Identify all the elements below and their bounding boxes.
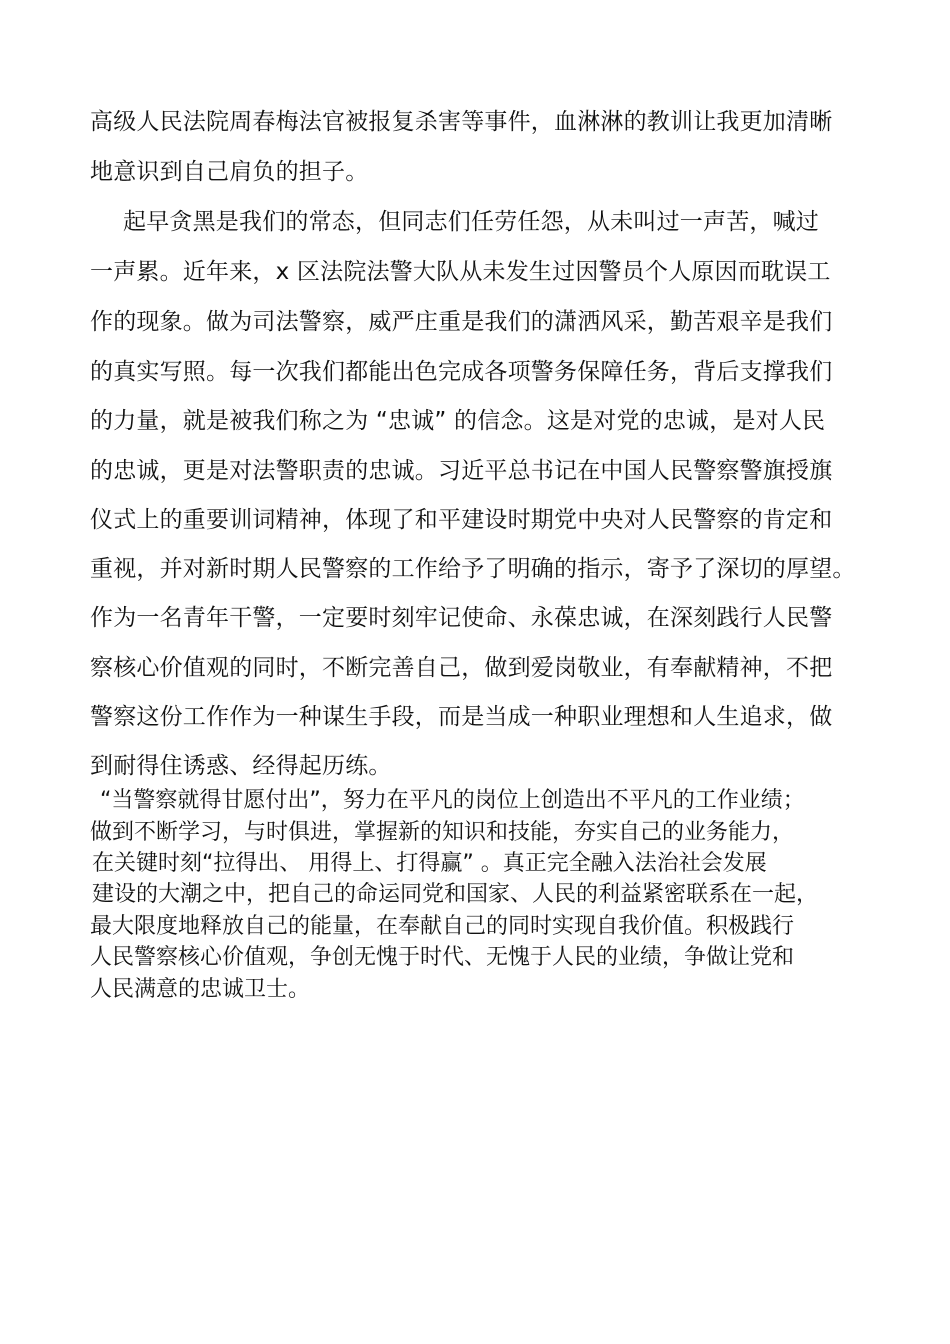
text-line: 建设的大潮之中，把自己的命运同党和国家、人民的利益紧密联系在一起， [92, 882, 819, 907]
text-line: 警察这份工作作为一种谋生手段，而是当成一种职业理想和人生追求，做 [90, 704, 833, 730]
text-line: 在关键时刻“拉得出、 用得上、打得赢” 。真正完全融入法治社会发展 [92, 851, 767, 876]
text-line: 高级人民法院周春梅法官被报复杀害等事件，血淋淋的教训让我更加清晰 [90, 109, 833, 135]
text-line: 重视，并对新时期人民警察的工作给予了明确的指示，寄予了深切的厚望。 [90, 556, 856, 582]
text-line: 到耐得住诱惑、经得起历练。 [90, 753, 392, 779]
text-line: 最大限度地释放自己的能量，在奉献自己的同时实现自我价值。积极践行 [90, 914, 795, 939]
text-line: 作的现象。做为司法警察，威严庄重是我们的潇洒风采，勤苦艰辛是我们 [90, 309, 833, 335]
text-line: 仪式上的重要训词精神，体现了和平建设时期党中央对人民警察的肯定和 [90, 507, 833, 533]
text-line: 人民警察核心价值观，争创无愧于时代、无愧于人民的业绩，争做让党和 [90, 945, 795, 970]
text-line: 起早贪黑是我们的常态，但同志们任劳任怨，从未叫过一声苦，喊过 [123, 209, 819, 235]
text-line: “当警察就得甘愿付出”，努力在平凡的岗位上创造出不平凡的工作业绩； [100, 788, 805, 813]
text-line: 的真实写照。每一次我们都能出色完成各项警务保障任务，背后支撑我们 [90, 359, 833, 385]
text-line: 的忠诚，更是对法警职责的忠诚。习近平总书记在中国人民警察警旗授旗 [90, 458, 833, 484]
text-line: 做到不断学习，与时俱进，掌握新的知识和技能，夯实自己的业务能力， [90, 820, 795, 845]
text-line: 作为一名青年干警，一定要时刻牢记使命、永葆忠诚，在深刻践行人民警 [90, 605, 833, 631]
text-line: 地意识到自己肩负的担子。 [90, 159, 369, 185]
text-line: 一声累。近年来，x 区法院法警大队从未发生过因警员个人原因而耽误工 [90, 259, 831, 285]
text-line: 人民满意的忠诚卫士。 [90, 977, 311, 1002]
text-line: 察核心价值观的同时，不断完善自己，做到爱岗敬业，有奉献精神，不把 [90, 655, 833, 681]
text-line: 的力量，就是被我们称之为 “忠诚” 的信念。这是对党的忠诚，是对人民 [90, 408, 826, 434]
